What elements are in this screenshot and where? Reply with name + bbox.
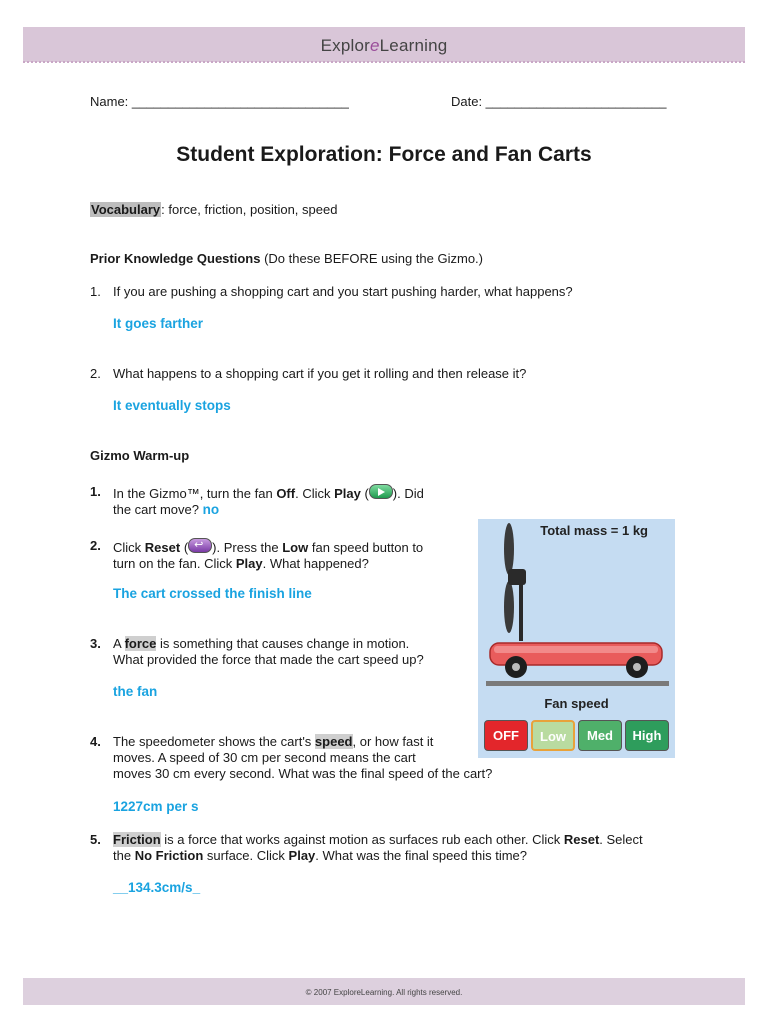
answer-2[interactable]: It eventually stops bbox=[113, 398, 231, 413]
brand-logo: ExploreLearning bbox=[320, 36, 448, 55]
vocabulary-line bbox=[90, 202, 337, 218]
fan-high-button[interactable]: High bbox=[625, 720, 669, 751]
date-field[interactable]: Date: _________________________ bbox=[451, 94, 667, 109]
footer: © 2007 ExploreLearning. All rights reserved. bbox=[23, 978, 745, 1005]
question-1-number: 1. bbox=[90, 284, 101, 299]
prior-heading: Prior Knowledge Questions (Do these BEFORE using the Gizmo.) bbox=[90, 251, 483, 266]
warmup-1-text: In the Gizmo™, turn the fan Off. Click Play ( ). Did the cart move? no bbox=[113, 486, 424, 517]
vocabulary-terms: : force, friction, position, speed bbox=[161, 202, 338, 217]
question-1-text: If you are pushing a shopping cart and you start pushing harder, what happens? bbox=[113, 284, 573, 299]
fan-cart-illustration bbox=[478, 519, 675, 699]
cart-wheel-right bbox=[626, 656, 648, 678]
warmup-4-number: 4. bbox=[90, 734, 101, 749]
warmup-1-number: 1. bbox=[90, 484, 101, 499]
warmup-2-number: 2. bbox=[90, 538, 101, 553]
brand-mark: e bbox=[369, 36, 380, 55]
page-title: Student Exploration: Force and Fan Carts bbox=[176, 143, 592, 166]
friction-term: Friction bbox=[113, 832, 161, 847]
cart-wheel-left bbox=[505, 656, 527, 678]
header-band bbox=[23, 27, 745, 62]
warmup-3-answer[interactable]: the fan bbox=[113, 684, 158, 699]
vocabulary-label: Vocabulary bbox=[91, 202, 161, 217]
warmup-5-number: 5. bbox=[90, 832, 101, 847]
fan-off-button[interactable]: OFF bbox=[484, 720, 528, 751]
warmup-5-answer[interactable]: __134.3cm/s_ bbox=[113, 880, 201, 895]
fan-speed-label: Fan speed bbox=[544, 696, 609, 711]
speed-term: speed bbox=[314, 734, 353, 749]
reset-button-icon bbox=[188, 538, 212, 553]
track bbox=[486, 681, 669, 686]
warmup-4-text: The speedometer shows the cart's speed, or how fast it moves. A speed of 30 cm per second means the cart moves 30 cm every second. What was the final speed of the cart? bbox=[113, 734, 493, 781]
warmup-2-answer[interactable]: The cart crossed the finish line bbox=[113, 586, 312, 601]
gizmo-screenshot bbox=[478, 519, 675, 758]
warmup-3-text: A force is something that causes change in motion. What provided the force that made the cart speed up? bbox=[113, 636, 424, 667]
warmup-5-text: Friction is a force that works against motion as surfaces rub each other. Click Reset. Select the No Friction surface. Click Play. What was the final speed this time? bbox=[113, 832, 643, 863]
answer-1[interactable]: It goes farther bbox=[113, 316, 204, 331]
total-mass-label: Total mass = 1 kg bbox=[540, 523, 648, 538]
warmup-heading: Gizmo Warm-up bbox=[90, 448, 190, 463]
fan-icon bbox=[504, 523, 526, 641]
question-2-number: 2. bbox=[90, 366, 101, 381]
warmup-1-answer: no bbox=[202, 502, 220, 517]
warmup-3-number: 3. bbox=[90, 636, 101, 651]
play-button-icon bbox=[369, 484, 393, 499]
name-field[interactable]: Name: ______________________________ bbox=[90, 94, 349, 109]
fan-med-button[interactable]: Med bbox=[578, 720, 622, 751]
fan-low-button[interactable]: Low bbox=[531, 720, 575, 751]
force-term: force bbox=[124, 636, 157, 651]
header-divider bbox=[23, 61, 745, 63]
warmup-4-answer[interactable]: 1227cm per s bbox=[113, 799, 199, 814]
question-2-text: What happens to a shopping cart if you get it rolling and then release it? bbox=[113, 366, 527, 381]
warmup-2-text: Click Reset (↩ ). Press the Low fan speed button to turn on the fan. Click Play. What happened? bbox=[113, 538, 458, 572]
